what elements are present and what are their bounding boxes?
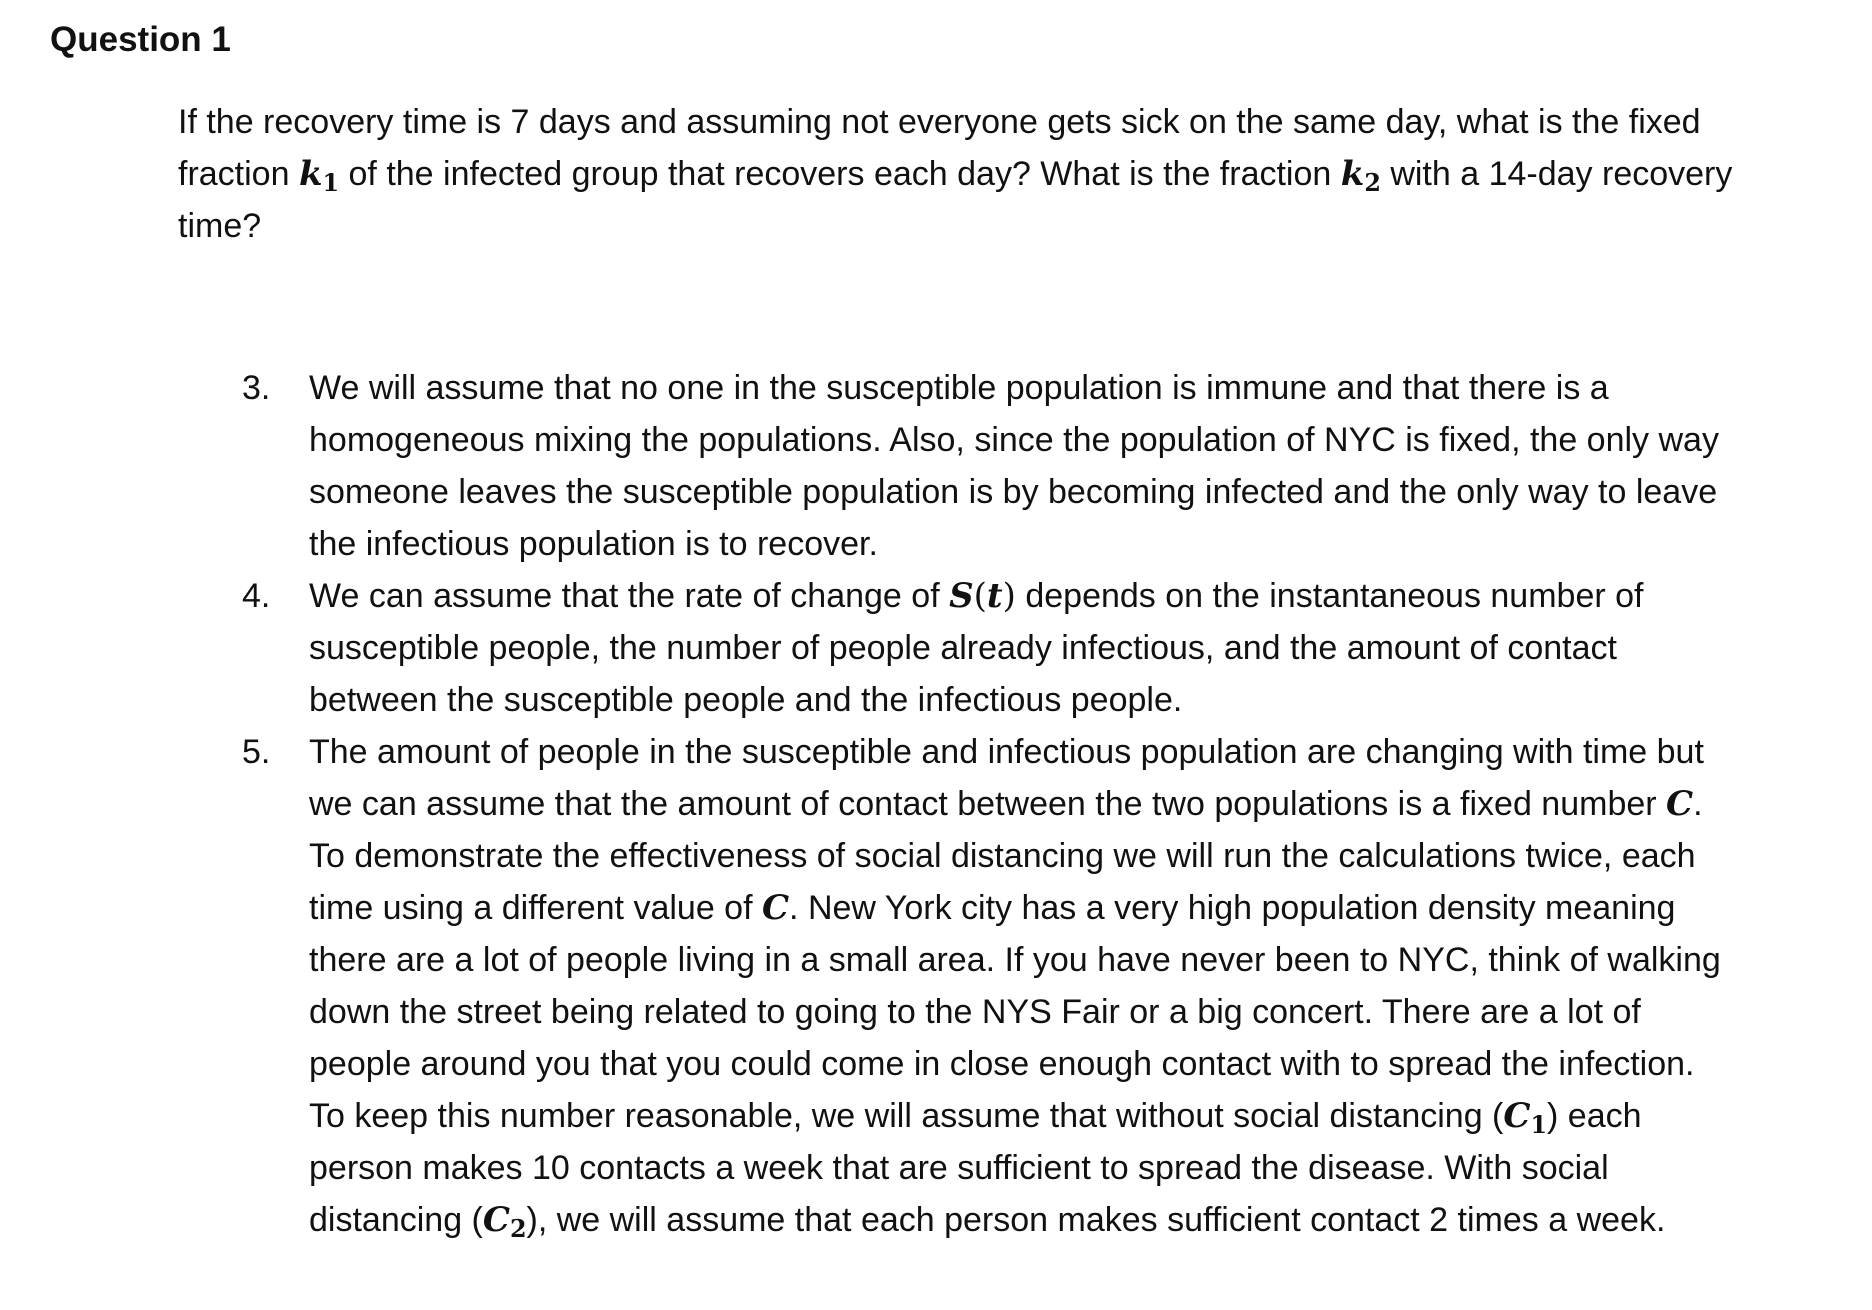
list-item-3 [0,362,1729,570]
list-number: 4. [242,577,271,615]
list-number: 3. [242,369,271,407]
c1-symbol: $C_1$ [1503,1096,1548,1139]
c-symbol: C [761,888,790,928]
k2-symbol: $k_2$ [1340,154,1381,197]
paren-close: ) [1002,576,1016,616]
list-item-text-2: . To demonstrate the effectiveness of social distancing we will run the calculations twice, each time using a different value of [309,785,1703,927]
t-symbol: t [986,576,1003,616]
list-item-text-1: The amount of people in the susceptible and infectious population are changing with time but we can assume that the amount of contact between the two populations is a fixed number [309,733,1704,823]
list-number: 5. [242,733,271,771]
question-intro [178,96,1738,252]
s-symbol: S [949,576,974,616]
paren-open: ( [973,576,987,616]
intro-text-3: with a 14-day recovery time? [178,155,1733,245]
intro-paragraph [178,96,1738,252]
list-item-text-3: . New York city has a very high population density meaning there are a lot of people living in a small area. If you have never been to NYC, think of walking down the street being related to going to the NYS Fair or a big concert. There are a lot of people around you that you could come in close enough contact with to spread the infection. To keep this number reasonable, we will assume that without social distancing ( [309,889,1721,1135]
list-item-5 [0,726,1729,1246]
list-item-4 [0,570,1729,726]
c-symbol: C [1666,784,1694,824]
list-item-text-1: We can assume that the rate of change of [309,577,950,615]
assumption-list [0,362,1872,1246]
intro-text-1: If the recovery time is 7 days and assuming not everyone gets sick on the same day, what is the fixed fraction [178,103,1701,193]
question-title: Question 1 [50,20,231,59]
intro-text-2: of the infected group that recovers each day? What is the fraction [339,155,1341,193]
list-item-text-2: depends on the instantaneous number of susceptible people, the number of people already infectious, and the amount of contact between the susceptible people and the infectious people. [309,577,1644,719]
list-item-text: We will assume that no one in the susceptible population is immune and that there is a homogeneous mixing the populations. Also, since the population of NYC is fixed, the only way someone leaves the susceptible population is by becoming infected and the only way to leave the infectious population is to recover. [309,369,1719,563]
list-item-text-4: ) each person makes 10 contacts a week that are sufficient to spread the disease. With social distancing ( [309,1097,1642,1239]
c2-symbol: $C_2$ [482,1200,527,1243]
list-item-text-5: ), we will assume that each person makes sufficient contact 2 times a week. [526,1201,1666,1239]
k1-symbol: $k_1$ [298,154,340,197]
